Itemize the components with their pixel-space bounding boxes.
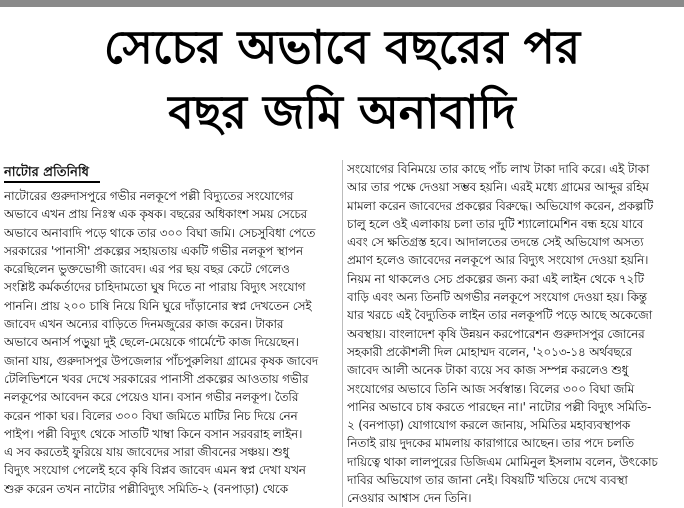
article-line: মামলা করেন জাবেদের প্রকল্পের বিরুদ্ধে। অভিযোগ করেন, প্রকল্পটি — [347, 198, 654, 213]
article-line: সংশ্লিষ্ট কর্মকর্তাদের চাহিদামতো ঘুষ দিতে না পারায় বিদ্যুৎ সংযোগ — [4, 280, 306, 295]
article-line: সরকারের 'পানাসী' প্রকল্পের সহায়তায় একটি গভীর নলকূপ স্থাপন — [4, 243, 303, 258]
article-line: বিদ্যুৎ সংযোগ পেলেই হবে কৃষি বিপ্লব জাবেদ এমন স্বপ্ন দেখা যখন — [4, 463, 306, 478]
article-line: অভাবে অনার্স পড়ুয়া দুই ছেলে-মেয়েকে গার্মেন্টে কাজ দিয়েছেন। — [4, 335, 299, 350]
article-line: শুরু করেন তখন নাটোর পল্লীবিদ্যুৎ সমিতি-২ (বনপাড়া) থেকে — [4, 481, 288, 496]
article-line: এ সব করতেই ফুরিয়ে যায় জাবেদের সারা জীবনের সঞ্চয়। শুধু — [4, 445, 290, 460]
headline — [0, 14, 684, 144]
article-line: ২ (বনপাড়া) যোগাযোগ করলে জানায়, সমিতির মহাব্যবস্থাপক — [347, 418, 631, 433]
article-line: পাইপ। পল্লী বিদ্যুৎ থেকে সাতটি খাম্বা কিনে বসান সরবরাহ লাইন। — [4, 426, 303, 441]
article-line: নিয়ম না থাকলেও সেচ প্রকল্পের জন্য করা এই লাইন থেকে ৭২টি — [347, 271, 644, 286]
article-line: নাটোরের গুরুদাসপুরে গভীর নলকূপে পল্লী বিদ্যুতের সংযোগের — [4, 189, 294, 203]
article-line: পাননি। প্রায় ২০০ চাষি নিয়ে যিনি ঘুরে দাঁড়ানোর স্বপ্ন দেখতেন সেই — [4, 298, 312, 313]
byline: নাটোর প্রতিনিধি — [4, 165, 89, 180]
headline-line-1: সেচের অভাবে বছরের পর — [103, 20, 581, 74]
article-line: নেওয়ার আশ্বাস দেন তিনি। — [347, 491, 472, 506]
article-column-left — [4, 187, 338, 498]
article-line: নলকূপের আবেদন করে পেয়েও যান। বসান গভীর নলকূপ। তৈরি — [4, 390, 299, 405]
article-line: প্রমাণ হলেও জাবেদের নলকূপে আর বিদ্যুৎ সংযোগ দেওয়া হয়নি। — [347, 253, 649, 268]
article-line: যার খরচে এই বৈদ্যুতিক লাইন তার নলকূপটি পড়ে আছে অকেজো — [347, 308, 653, 323]
article-line: দায়িত্বে থাকা লালপুরের ডিজিএম মোমিনুল ইসলাম বলেন, উৎকোচ — [347, 454, 658, 469]
article-line: দাবির অভিযোগ তার জানা নেই। বিষয়টি খতিয়ে দেখে ব্যবস্থা — [347, 473, 628, 488]
article-line: এবং সে ক্ষতিগ্রস্ত হবে। আদালতের তদন্তে সেই অভিযোগ অসত্য — [347, 235, 644, 250]
article-line: অভাবে অনাবাদি পড়ে থাকে তার ৩০০ বিঘা জমি। সেচসুবিধা পেতে — [4, 225, 316, 240]
article-line: সংযোগের অভাবে তিনি আজ সর্বস্বান্ত। বিলের ৩০০ বিঘা জমি — [347, 381, 635, 396]
article-line: করেছিলেন ভুক্তভোগী জাবেদ। এর পর ছয় বছর কেটে গেলেও — [4, 262, 290, 277]
article-line: নিতাই রায় দুদকের মামলায় কারাগারে আছেন। তার পদে চলতি — [347, 436, 634, 451]
article-line: জাবেদ এখন অন্যের বাড়িতে দিনমজুরের কাজ করেন। টাকার — [4, 317, 284, 332]
article-line: জাবেদ আলী অনেক টাকা ব্যয়ে সব কাজ সম্পন্ন করলেও শুধু — [347, 363, 629, 378]
article-line: সংযোগের বিনিময়ে তার কাছে পাঁচ লাখ টাকা দাবি করে। এই টাকা — [347, 162, 650, 176]
column-divider — [342, 160, 343, 507]
article-line: জানা যায়, গুরুদাসপুর উপজেলার পাঁচপুরুলিয়া গ্রামের কৃষক জাবেদ — [4, 353, 318, 368]
article-line: সহকারী প্রকৌশলী দিল মোহাম্মদ বলেন, '২০১৩-১৪ অর্থবছরে — [347, 344, 632, 359]
top-gray-bar — [0, 0, 684, 7]
article-column-right — [347, 160, 681, 508]
article-line: বাড়ি এবং অন্য তিনটি অগভীর নলকূপে সংযোগ দেওয়া হয়। কিন্তু — [347, 290, 647, 305]
article-line: টেলিভিশনে খবর দেখে সরকারের পানাসী প্রকল্পের আওতায় গভীর — [4, 371, 309, 386]
article-line: অভাবে এখন প্রায় নিঃস্ব এক কৃষক। বছরের অধিকাংশ সময় সেচের — [4, 207, 308, 222]
headline-line-2: বছর জমি অনাবাদি — [168, 85, 516, 139]
article-line: আর তার পক্ষে দেওয়া সম্ভব হয়নি। এরই মধ্যে গ্রামের আব্দুর রহিম — [347, 180, 649, 195]
article-line: করেন পাকা ঘর। বিলের ৩০০ বিঘা জমিতে মাটির নিচ দিয়ে নেন — [4, 408, 298, 423]
article-line: অবস্থায়। বাংলাদেশ কৃষি উন্নয়ন করপোরেশন গুরুদাসপুর জোনের — [347, 326, 645, 341]
article-line: চালু হলে ওই এলাকায় চলা তার দুটি শ্যালোমেশিন বন্ধ হয়ে যাবে — [347, 216, 644, 231]
article-line: পানির অভাবে চাষ করতে পারছেন না।' নাটোর পল্লী বিদ্যুৎ সমিতি- — [347, 399, 652, 414]
byline-underline — [4, 181, 100, 183]
